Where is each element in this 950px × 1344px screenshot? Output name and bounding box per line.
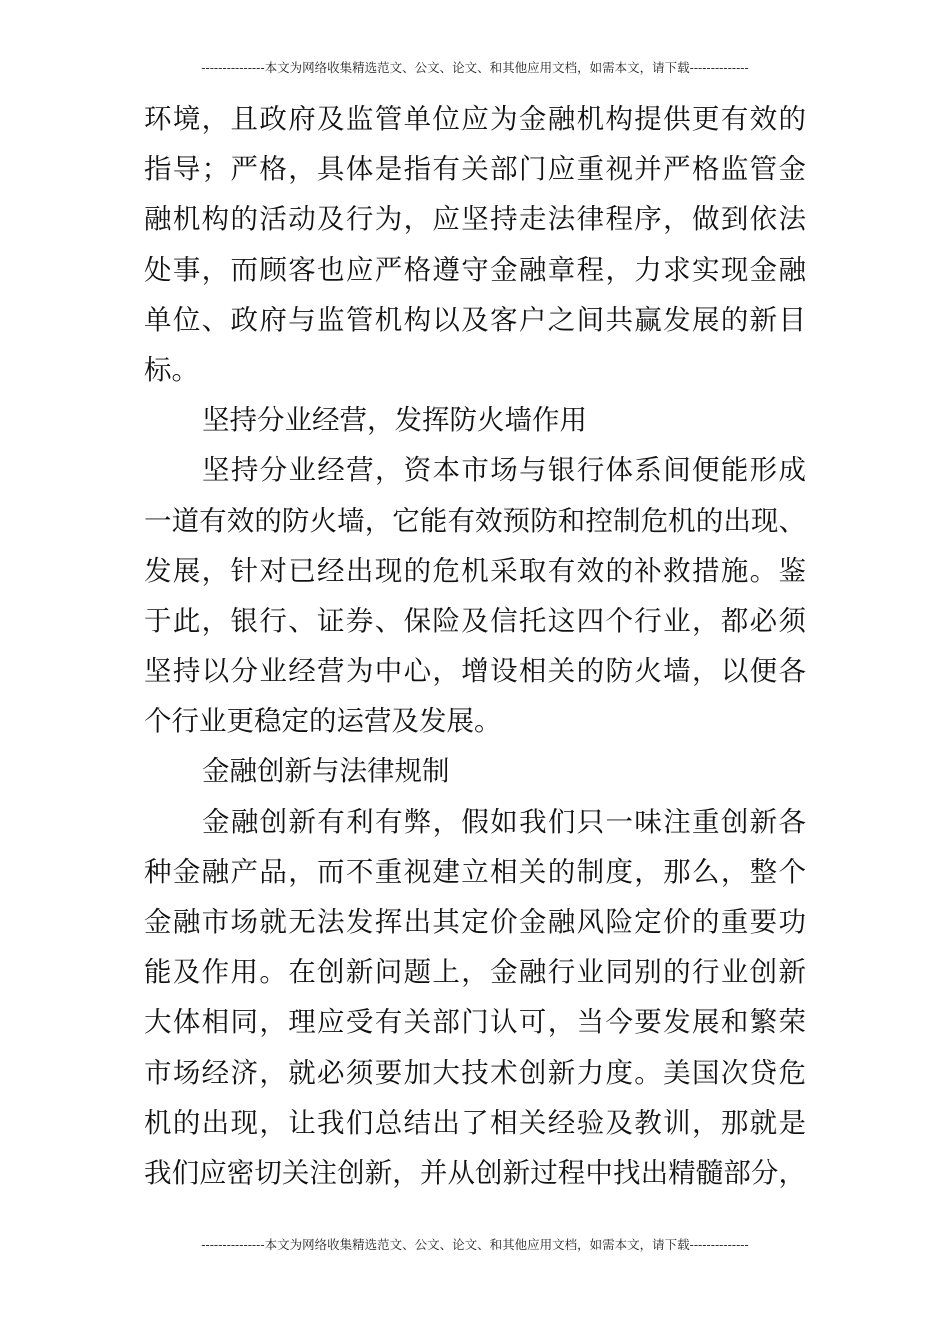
paragraph-line: 能及作用。在创新问题上，金融行业同别的行业创新 [144, 956, 806, 989]
paragraph-line: 个行业更稳定的运营及发展。 [144, 705, 502, 738]
paragraph-line: 种金融产品，而不重视建立相关的制度，那么，整个 [144, 855, 806, 888]
paragraph-line: 指导；严格，具体是指有关部门应重视并严格监管金 [144, 153, 806, 186]
document-body [144, 94, 806, 1198]
paragraph-line: 一道有效的防火墙，它能有效预防和控制危机的出现、 [144, 504, 806, 537]
paragraph-line: 金融创新有利有弊，假如我们只一味注重创新各 [202, 805, 806, 838]
paragraph-line: 机的出现，让我们总结出了相关经验及教训，那就是 [144, 1106, 806, 1139]
paragraph-line: 金融市场就无法发挥出其定价金融风险定价的重要功 [144, 906, 806, 938]
running-footer: ---------------本文为网络收集精选范文、公文、论文、和其他应用文档，如需本文，请下载-------------- [201, 1237, 749, 1252]
paragraph-line: 融机构的活动及行为，应坚持走法律程序，做到依法 [144, 203, 806, 236]
section-heading: 坚持分业经营，发挥防火墙作用 [202, 404, 587, 437]
paragraph-line: 处事，而顾客也应严格遵守金融章程，力求实现金融 [144, 253, 806, 286]
paragraph-line: 市场经济，就必须要加大技术创新力度。美国次贷危 [144, 1056, 806, 1089]
paragraph-line: 坚持以分业经营为中心，增设相关的防火墙，以便各 [144, 655, 806, 688]
section-heading: 金融创新与法律规制 [202, 755, 450, 788]
paragraph-line: 大体相同，理应受有关部门认可，当今要发展和繁荣 [144, 1006, 806, 1039]
paragraph-line: 坚持分业经营，资本市场与银行体系间便能形成 [202, 454, 806, 487]
paragraph-line: 发展，针对已经出现的危机采取有效的补救措施。鉴 [144, 554, 806, 587]
running-header: ---------------本文为网络收集精选范文、公文、论文、和其他应用文档，如需本文，请下载-------------- [201, 60, 749, 75]
paragraph-line: 单位、政府与监管机构以及客户之间共赢发展的新目 [144, 303, 806, 336]
paragraph-line: 于此，银行、证券、保险及信托这四个行业，都必须 [144, 604, 806, 637]
paragraph-line: 我们应密切关注创新，并从创新过程中找出精髓部分， [144, 1156, 806, 1189]
paragraph-line: 标。 [144, 353, 199, 386]
paragraph-line: 环境，且政府及监管单位应为金融机构提供更有效的 [144, 103, 806, 135]
